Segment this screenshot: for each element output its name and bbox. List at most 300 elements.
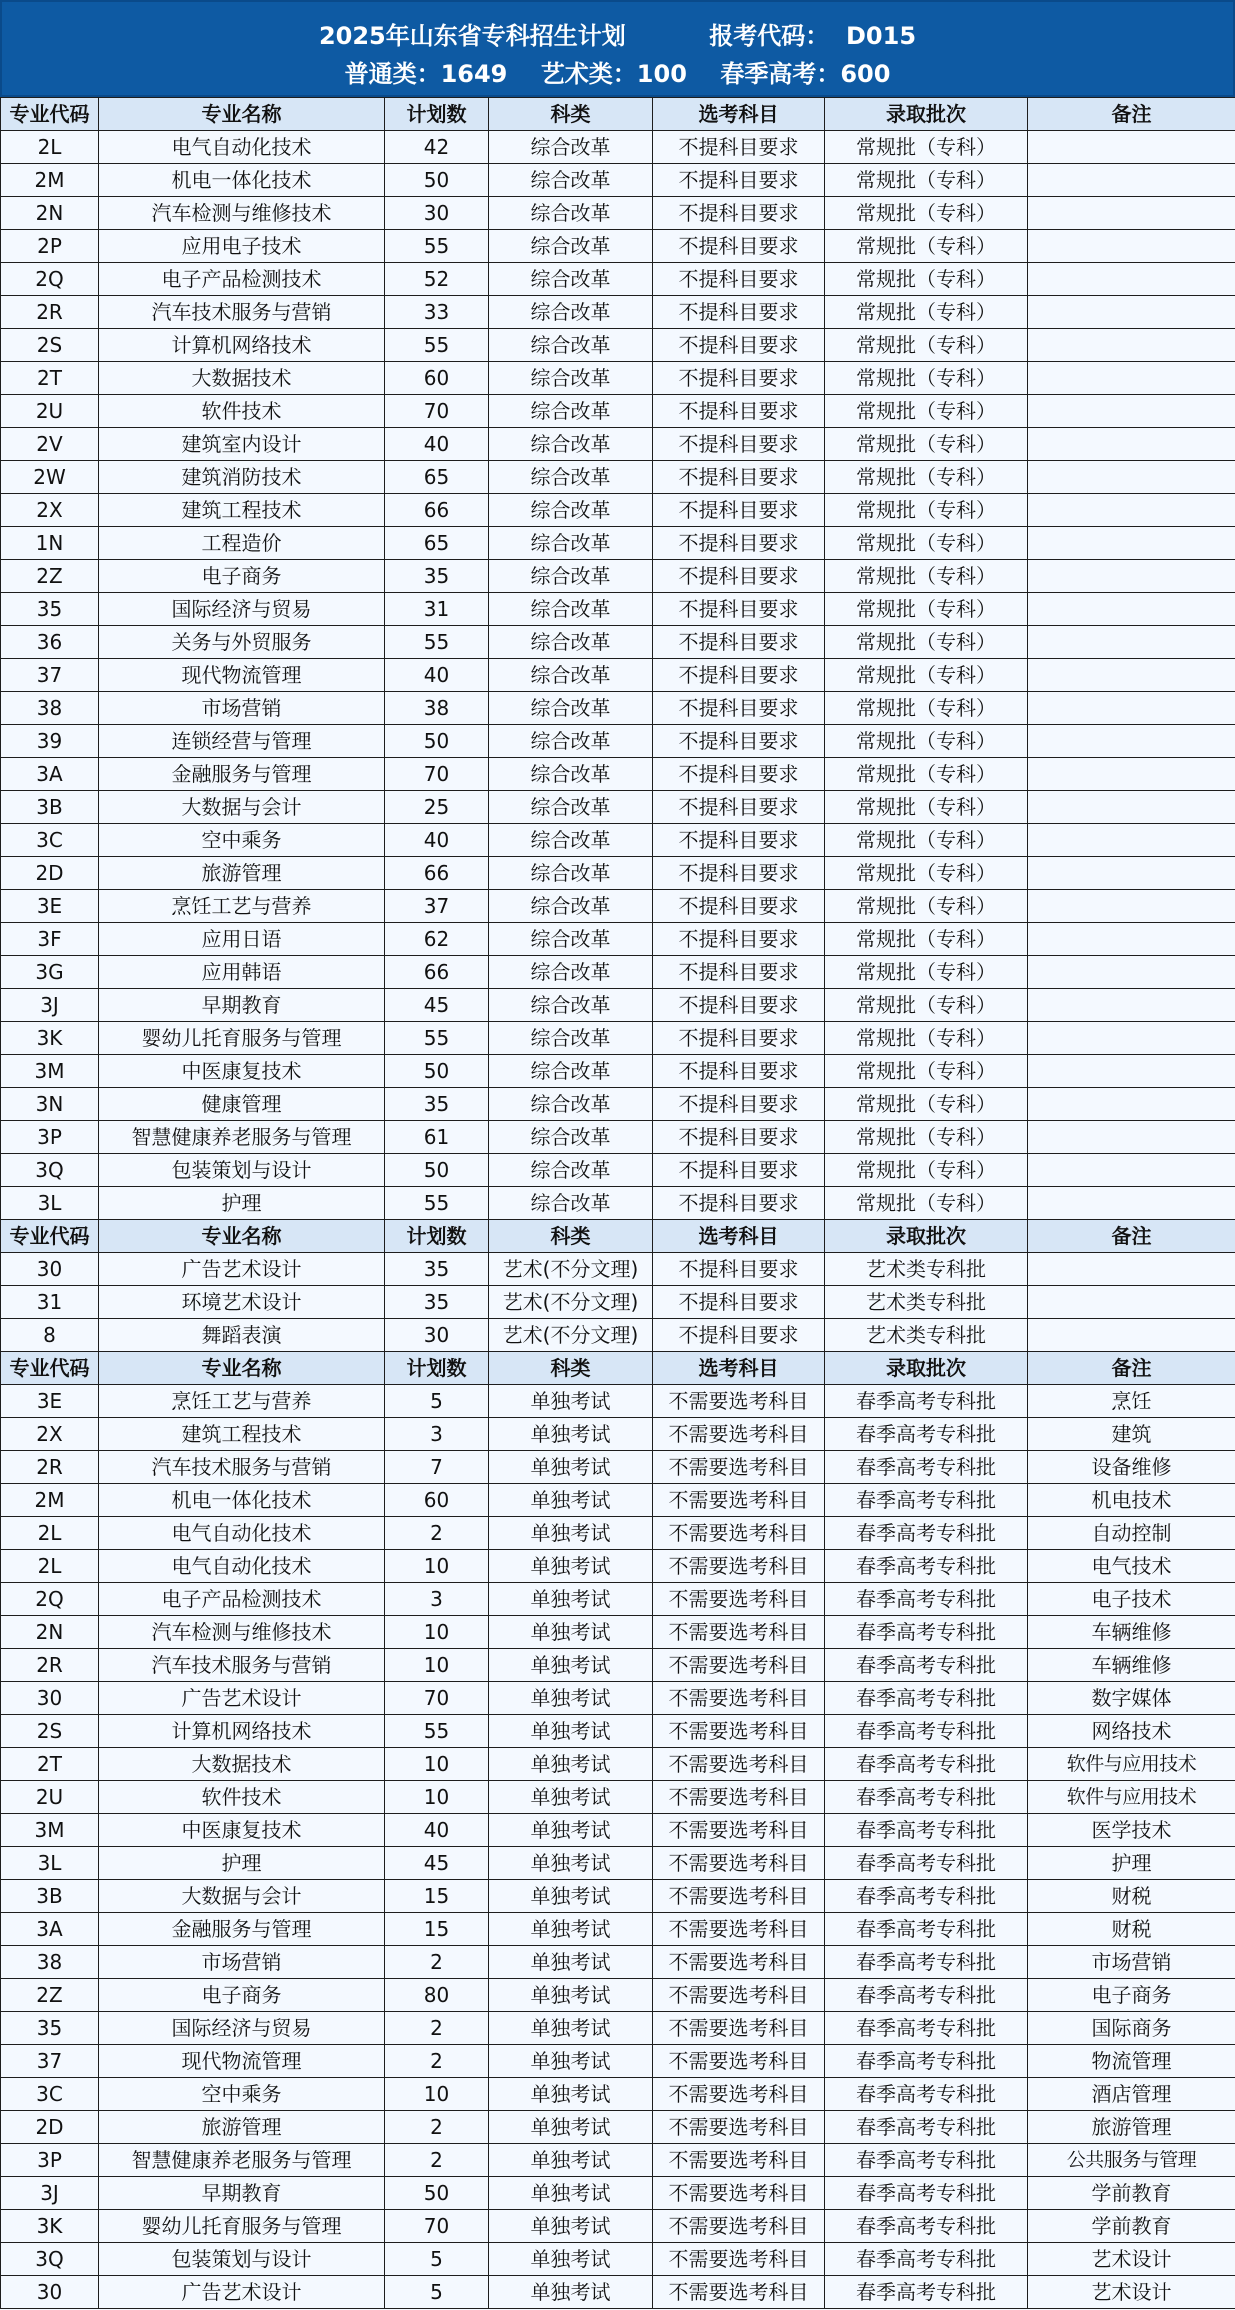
cell-major: 广告艺术设计 (99, 1682, 385, 1715)
cell-count: 5 (385, 1385, 489, 1418)
cell-note: 学前教育 (1028, 2177, 1235, 2210)
column-header: 备注 (1028, 1220, 1235, 1253)
table-row (1, 1319, 1235, 1352)
cell-code: 2R (1, 1649, 99, 1682)
cell-subject: 不需要选考科目 (653, 2045, 825, 2078)
table-row (1, 1451, 1235, 1484)
cell-batch: 常规批（专科） (825, 296, 1028, 329)
cell-count: 10 (385, 1550, 489, 1583)
cell-major: 广告艺术设计 (99, 1253, 385, 1286)
cell-major: 烹饪工艺与营养 (99, 1385, 385, 1418)
cell-count: 35 (385, 1253, 489, 1286)
cell-code: 3P (1, 2144, 99, 2177)
cell-major: 电子产品检测技术 (99, 1583, 385, 1616)
cell-major: 应用日语 (99, 923, 385, 956)
table-row (1, 1121, 1235, 1154)
cell-note (1028, 956, 1235, 989)
cell-count: 2 (385, 2045, 489, 2078)
cell-note (1028, 560, 1235, 593)
cell-count: 2 (385, 2012, 489, 2045)
column-header: 专业名称 (99, 1220, 385, 1253)
cell-code: 8 (1, 1319, 99, 1352)
cell-subject: 不需要选考科目 (653, 2276, 825, 2309)
cell-major: 早期教育 (99, 989, 385, 1022)
table-row (1, 1913, 1235, 1946)
cell-subject: 不提科目要求 (653, 758, 825, 791)
cell-category: 综合改革 (489, 692, 653, 725)
cell-major: 市场营销 (99, 692, 385, 725)
cell-count: 10 (385, 1616, 489, 1649)
cell-category: 综合改革 (489, 395, 653, 428)
cell-note (1028, 296, 1235, 329)
table-row (1, 197, 1235, 230)
cell-code: 2S (1, 1715, 99, 1748)
table-row (1, 1253, 1235, 1286)
cell-code: 3A (1, 758, 99, 791)
cell-batch: 春季高考专科批 (825, 1616, 1028, 1649)
cell-code: 37 (1, 2045, 99, 2078)
column-header: 选考科目 (653, 98, 825, 131)
cell-batch: 常规批（专科） (825, 1121, 1028, 1154)
cell-count: 50 (385, 2177, 489, 2210)
cell-major: 计算机网络技术 (99, 1715, 385, 1748)
cell-category: 单独考试 (489, 1451, 653, 1484)
cell-subject: 不提科目要求 (653, 593, 825, 626)
cell-category: 单独考试 (489, 1616, 653, 1649)
cell-code: 3K (1, 2210, 99, 2243)
cell-subject: 不提科目要求 (653, 1088, 825, 1121)
cell-code: 3A (1, 1913, 99, 1946)
cell-major: 机电一体化技术 (99, 1484, 385, 1517)
cell-category: 艺术(不分文理) (489, 1286, 653, 1319)
cell-note (1028, 395, 1235, 428)
cell-category: 综合改革 (489, 560, 653, 593)
cell-code: 3B (1, 1880, 99, 1913)
cell-note: 市场营销 (1028, 1946, 1235, 1979)
cell-code: 38 (1, 1946, 99, 1979)
table-row (1, 956, 1235, 989)
cell-count: 30 (385, 1319, 489, 1352)
cell-subject: 不需要选考科目 (653, 1616, 825, 1649)
table-row (1, 131, 1235, 164)
cell-batch: 春季高考专科批 (825, 1583, 1028, 1616)
cell-note: 电子技术 (1028, 1583, 1235, 1616)
cell-code: 30 (1, 2276, 99, 2309)
cell-category: 综合改革 (489, 428, 653, 461)
cell-note (1028, 1286, 1235, 1319)
cell-batch: 春季高考专科批 (825, 2177, 1028, 2210)
cell-note: 公共服务与管理 (1028, 2144, 1235, 2177)
cell-batch: 春季高考专科批 (825, 1484, 1028, 1517)
cell-count: 10 (385, 1649, 489, 1682)
cell-batch: 常规批（专科） (825, 956, 1028, 989)
cell-subject: 不提科目要求 (653, 692, 825, 725)
column-header: 专业代码 (1, 98, 99, 131)
table-row (1, 1484, 1235, 1517)
cell-subject: 不需要选考科目 (653, 1649, 825, 1682)
cell-major: 建筑工程技术 (99, 1418, 385, 1451)
cell-subject: 不提科目要求 (653, 263, 825, 296)
cell-major: 电气自动化技术 (99, 1550, 385, 1583)
table-row (1, 296, 1235, 329)
cell-count: 50 (385, 725, 489, 758)
cell-count: 40 (385, 428, 489, 461)
cell-batch: 春季高考专科批 (825, 2111, 1028, 2144)
cell-note (1028, 1154, 1235, 1187)
cell-major: 软件技术 (99, 395, 385, 428)
cell-note: 烹饪 (1028, 1385, 1235, 1418)
table-row (1, 857, 1235, 890)
cell-batch: 常规批（专科） (825, 1022, 1028, 1055)
cell-batch: 常规批（专科） (825, 857, 1028, 890)
cell-count: 40 (385, 1814, 489, 1847)
cell-note: 软件与应用技术 (1028, 1748, 1235, 1781)
table-row (1, 1616, 1235, 1649)
cell-major: 市场营销 (99, 1946, 385, 1979)
table-row (1, 2078, 1235, 2111)
cell-code: 2N (1, 197, 99, 230)
cell-code: 2R (1, 1451, 99, 1484)
cell-count: 5 (385, 2243, 489, 2276)
cell-category: 综合改革 (489, 131, 653, 164)
cell-code: 2Q (1, 263, 99, 296)
cell-major: 电子产品检测技术 (99, 263, 385, 296)
cell-category: 单独考试 (489, 1913, 653, 1946)
cell-subject: 不提科目要求 (653, 131, 825, 164)
cell-note (1028, 923, 1235, 956)
cell-subject: 不提科目要求 (653, 296, 825, 329)
cell-subject: 不需要选考科目 (653, 1517, 825, 1550)
table-header-row (1, 1220, 1235, 1253)
cell-major: 现代物流管理 (99, 2045, 385, 2078)
cell-note (1028, 593, 1235, 626)
table-row (1, 1946, 1235, 1979)
cell-count: 35 (385, 1286, 489, 1319)
cell-category: 单独考试 (489, 1880, 653, 1913)
cell-count: 38 (385, 692, 489, 725)
cell-batch: 常规批（专科） (825, 890, 1028, 923)
cell-category: 单独考试 (489, 1649, 653, 1682)
cell-category: 综合改革 (489, 956, 653, 989)
cell-batch: 春季高考专科批 (825, 2243, 1028, 2276)
table-row (1, 1022, 1235, 1055)
cell-code: 35 (1, 2012, 99, 2045)
cell-note: 护理 (1028, 1847, 1235, 1880)
cell-category: 单独考试 (489, 1946, 653, 1979)
cell-major: 婴幼儿托育服务与管理 (99, 1022, 385, 1055)
cell-major: 关务与外贸服务 (99, 626, 385, 659)
cell-batch: 常规批（专科） (825, 428, 1028, 461)
cell-code: 1N (1, 527, 99, 560)
cell-category: 单独考试 (489, 1484, 653, 1517)
cell-batch: 常规批（专科） (825, 1187, 1028, 1220)
cell-count: 52 (385, 263, 489, 296)
table-row (1, 1385, 1235, 1418)
cell-category: 单独考试 (489, 2177, 653, 2210)
cell-code: 2L (1, 131, 99, 164)
table-row (1, 626, 1235, 659)
cell-note: 医学技术 (1028, 1814, 1235, 1847)
column-header: 科类 (489, 98, 653, 131)
table-row (1, 329, 1235, 362)
column-header: 备注 (1028, 1352, 1235, 1385)
cell-count: 55 (385, 1715, 489, 1748)
cell-code: 30 (1, 1253, 99, 1286)
cell-count: 25 (385, 791, 489, 824)
cell-batch: 春季高考专科批 (825, 2012, 1028, 2045)
cell-subject: 不需要选考科目 (653, 1880, 825, 1913)
cell-note: 财税 (1028, 1880, 1235, 1913)
table-row (1, 2177, 1235, 2210)
cell-code: 38 (1, 692, 99, 725)
column-header: 专业代码 (1, 1352, 99, 1385)
cell-subject: 不需要选考科目 (653, 2177, 825, 2210)
cell-category: 综合改革 (489, 923, 653, 956)
cell-subject: 不提科目要求 (653, 659, 825, 692)
cell-category: 综合改革 (489, 758, 653, 791)
column-header: 计划数 (385, 1220, 489, 1253)
cell-major: 电子商务 (99, 560, 385, 593)
cell-subject: 不提科目要求 (653, 362, 825, 395)
cell-batch: 春季高考专科批 (825, 1847, 1028, 1880)
cell-code: 2N (1, 1616, 99, 1649)
cell-code: 2Q (1, 1583, 99, 1616)
table-row (1, 1814, 1235, 1847)
cell-major: 国际经济与贸易 (99, 2012, 385, 2045)
column-header: 计划数 (385, 1352, 489, 1385)
table-row (1, 230, 1235, 263)
cell-count: 65 (385, 527, 489, 560)
table-row (1, 791, 1235, 824)
cell-batch: 常规批（专科） (825, 923, 1028, 956)
cell-count: 33 (385, 296, 489, 329)
cell-code: 3C (1, 824, 99, 857)
cell-count: 2 (385, 2144, 489, 2177)
cell-batch: 常规批（专科） (825, 461, 1028, 494)
cell-category: 综合改革 (489, 593, 653, 626)
cell-count: 50 (385, 1154, 489, 1187)
cell-batch: 春季高考专科批 (825, 2276, 1028, 2309)
cell-subject: 不需要选考科目 (653, 1913, 825, 1946)
cell-category: 综合改革 (489, 989, 653, 1022)
cell-major: 工程造价 (99, 527, 385, 560)
cell-major: 大数据与会计 (99, 791, 385, 824)
column-header: 选考科目 (653, 1220, 825, 1253)
table-row (1, 494, 1235, 527)
column-header: 录取批次 (825, 1220, 1028, 1253)
cell-batch: 常规批（专科） (825, 725, 1028, 758)
cell-count: 70 (385, 395, 489, 428)
cell-category: 艺术(不分文理) (489, 1253, 653, 1286)
cell-major: 护理 (99, 1187, 385, 1220)
cell-count: 10 (385, 2078, 489, 2111)
cell-major: 汽车技术服务与营销 (99, 1649, 385, 1682)
cell-code: 3N (1, 1088, 99, 1121)
cell-note (1028, 791, 1235, 824)
cell-note: 车辆维修 (1028, 1649, 1235, 1682)
cell-count: 3 (385, 1583, 489, 1616)
cell-count: 7 (385, 1451, 489, 1484)
table-row (1, 1550, 1235, 1583)
table-row (1, 2243, 1235, 2276)
cell-major: 应用韩语 (99, 956, 385, 989)
cell-note (1028, 494, 1235, 527)
cell-code: 36 (1, 626, 99, 659)
cell-code: 3Q (1, 1154, 99, 1187)
cell-category: 单独考试 (489, 2111, 653, 2144)
table-row (1, 1748, 1235, 1781)
cell-count: 62 (385, 923, 489, 956)
cell-subject: 不需要选考科目 (653, 1583, 825, 1616)
cell-major: 现代物流管理 (99, 659, 385, 692)
cell-subject: 不提科目要求 (653, 197, 825, 230)
cell-batch: 春季高考专科批 (825, 1880, 1028, 1913)
cell-category: 单独考试 (489, 1847, 653, 1880)
cell-note: 物流管理 (1028, 2045, 1235, 2078)
cell-batch: 春季高考专科批 (825, 1649, 1028, 1682)
cell-code: 35 (1, 593, 99, 626)
cell-subject: 不提科目要求 (653, 989, 825, 1022)
cell-note (1028, 362, 1235, 395)
cell-count: 15 (385, 1913, 489, 1946)
cell-code: 3J (1, 989, 99, 1022)
title-banner (0, 0, 1235, 97)
cell-batch: 常规批（专科） (825, 1154, 1028, 1187)
cell-note (1028, 164, 1235, 197)
cell-note (1028, 329, 1235, 362)
cell-batch: 春季高考专科批 (825, 2078, 1028, 2111)
cell-major: 中医康复技术 (99, 1814, 385, 1847)
cell-note (1028, 725, 1235, 758)
cell-count: 50 (385, 164, 489, 197)
cell-category: 单独考试 (489, 1517, 653, 1550)
cell-subject: 不需要选考科目 (653, 1715, 825, 1748)
cell-major: 汽车技术服务与营销 (99, 1451, 385, 1484)
cell-category: 艺术(不分文理) (489, 1319, 653, 1352)
cell-major: 建筑消防技术 (99, 461, 385, 494)
table-row (1, 428, 1235, 461)
table-row (1, 1682, 1235, 1715)
cell-batch: 常规批（专科） (825, 626, 1028, 659)
cell-note: 酒店管理 (1028, 2078, 1235, 2111)
table-row (1, 1649, 1235, 1682)
table-row (1, 2111, 1235, 2144)
cell-note (1028, 131, 1235, 164)
cell-note (1028, 461, 1235, 494)
cell-major: 健康管理 (99, 1088, 385, 1121)
cell-batch: 常规批（专科） (825, 1055, 1028, 1088)
cell-batch: 春季高考专科批 (825, 1715, 1028, 1748)
cell-code: 3P (1, 1121, 99, 1154)
cell-major: 国际经济与贸易 (99, 593, 385, 626)
cell-subject: 不提科目要求 (653, 395, 825, 428)
cell-code: 3C (1, 2078, 99, 2111)
cell-note: 车辆维修 (1028, 1616, 1235, 1649)
cell-category: 单独考试 (489, 2276, 653, 2309)
cell-batch: 常规批（专科） (825, 560, 1028, 593)
cell-category: 单独考试 (489, 2243, 653, 2276)
cell-batch: 春季高考专科批 (825, 1418, 1028, 1451)
cell-major: 空中乘务 (99, 2078, 385, 2111)
cell-count: 55 (385, 1187, 489, 1220)
cell-note (1028, 824, 1235, 857)
cell-batch: 常规批（专科） (825, 164, 1028, 197)
cell-count: 45 (385, 989, 489, 1022)
cell-category: 综合改革 (489, 1055, 653, 1088)
cell-major: 早期教育 (99, 2177, 385, 2210)
column-header: 录取批次 (825, 1352, 1028, 1385)
cell-count: 61 (385, 1121, 489, 1154)
cell-subject: 不需要选考科目 (653, 2210, 825, 2243)
cell-major: 电气自动化技术 (99, 131, 385, 164)
cell-batch: 春季高考专科批 (825, 2210, 1028, 2243)
cell-subject: 不需要选考科目 (653, 1847, 825, 1880)
cell-batch: 春季高考专科批 (825, 1385, 1028, 1418)
table-row (1, 659, 1235, 692)
cell-subject: 不提科目要求 (653, 923, 825, 956)
cell-count: 50 (385, 1055, 489, 1088)
cell-category: 综合改革 (489, 197, 653, 230)
table-row (1, 692, 1235, 725)
cell-category: 单独考试 (489, 1418, 653, 1451)
cell-batch: 春季高考专科批 (825, 1913, 1028, 1946)
cell-code: 2M (1, 164, 99, 197)
cell-code: 2Z (1, 1979, 99, 2012)
cell-subject: 不提科目要求 (653, 791, 825, 824)
cell-major: 旅游管理 (99, 2111, 385, 2144)
cell-note: 艺术设计 (1028, 2276, 1235, 2309)
cell-major: 智慧健康养老服务与管理 (99, 1121, 385, 1154)
table-row (1, 2012, 1235, 2045)
cell-category: 单独考试 (489, 2012, 653, 2045)
cell-subject: 不需要选考科目 (653, 2111, 825, 2144)
cell-subject: 不提科目要求 (653, 824, 825, 857)
column-header: 科类 (489, 1220, 653, 1253)
cell-note (1028, 263, 1235, 296)
cell-batch: 春季高考专科批 (825, 1946, 1028, 1979)
cell-batch: 常规批（专科） (825, 494, 1028, 527)
cell-major: 机电一体化技术 (99, 164, 385, 197)
cell-count: 66 (385, 956, 489, 989)
cell-subject: 不需要选考科目 (653, 1418, 825, 1451)
cell-code: 2V (1, 428, 99, 461)
cell-category: 综合改革 (489, 461, 653, 494)
table-row (1, 2144, 1235, 2177)
cell-count: 45 (385, 1847, 489, 1880)
page-title: 2025年山东省专科招生计划 报考代码： D015 (318, 22, 917, 50)
cell-note: 网络技术 (1028, 1715, 1235, 1748)
cell-category: 综合改革 (489, 329, 653, 362)
cell-note (1028, 1055, 1235, 1088)
table-row (1, 1088, 1235, 1121)
cell-category: 综合改革 (489, 791, 653, 824)
cell-category: 综合改革 (489, 362, 653, 395)
cell-category: 单独考试 (489, 1583, 653, 1616)
cell-count: 65 (385, 461, 489, 494)
cell-batch: 常规批（专科） (825, 131, 1028, 164)
cell-major: 电子商务 (99, 1979, 385, 2012)
cell-subject: 不需要选考科目 (653, 1682, 825, 1715)
cell-subject: 不需要选考科目 (653, 1781, 825, 1814)
cell-batch: 常规批（专科） (825, 791, 1028, 824)
cell-subject: 不提科目要求 (653, 857, 825, 890)
cell-batch: 春季高考专科批 (825, 1451, 1028, 1484)
cell-major: 智慧健康养老服务与管理 (99, 2144, 385, 2177)
table-row (1, 461, 1235, 494)
cell-major: 建筑工程技术 (99, 494, 385, 527)
cell-note: 设备维修 (1028, 1451, 1235, 1484)
cell-note (1028, 1121, 1235, 1154)
